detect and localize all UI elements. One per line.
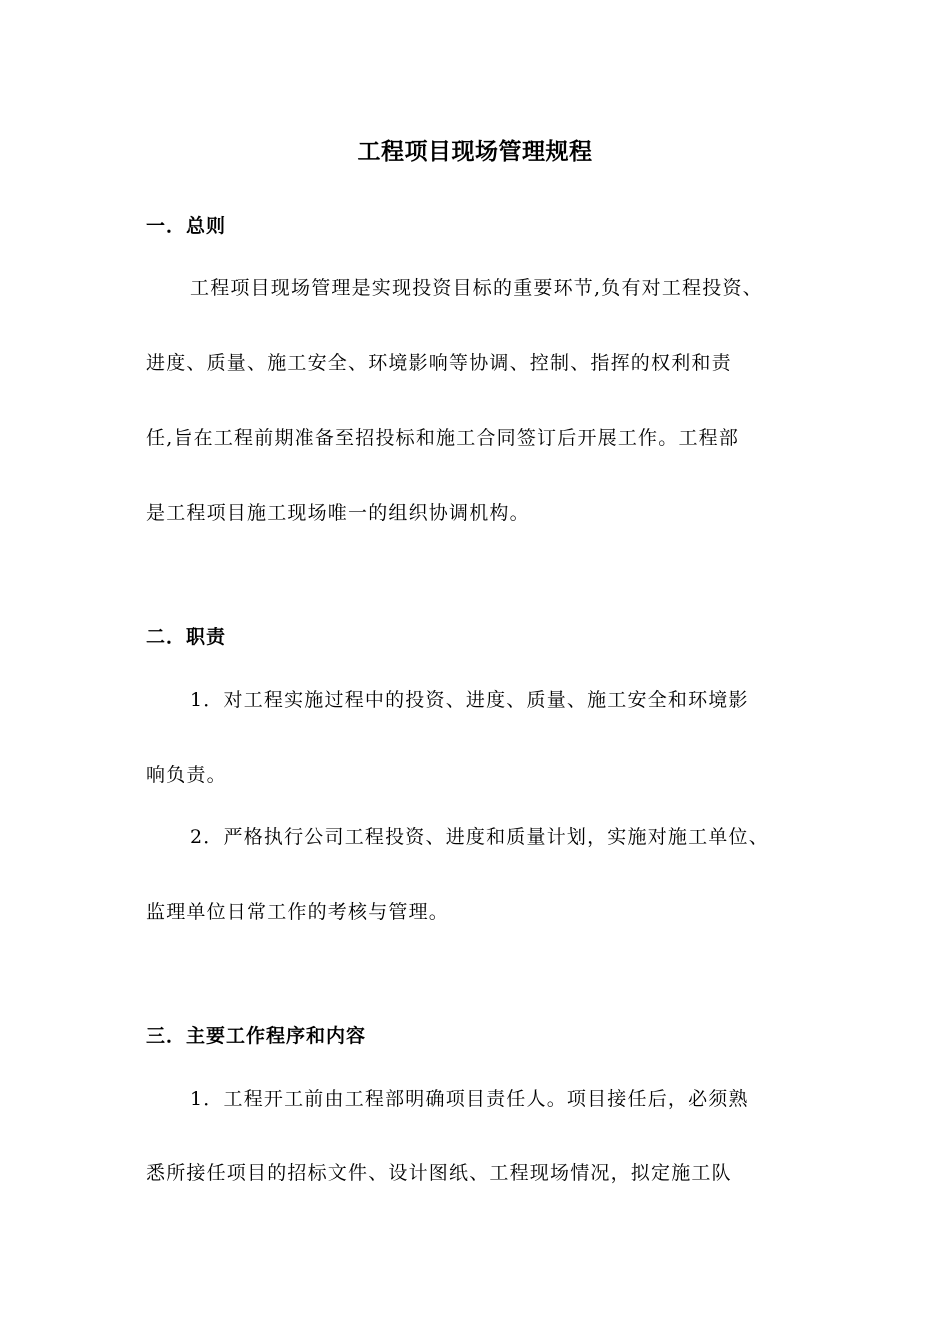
section-heading-general: 一．总则	[146, 215, 227, 237]
paragraph-line: 工程项目现场管理是实现投资目标的重要环节,负有对工程投资、	[190, 277, 763, 299]
paragraph-line: 悉所接任项目的招标文件、设计图纸、工程现场情况，拟定施工队	[146, 1162, 732, 1184]
section-heading-duties: 二．职责	[146, 626, 227, 648]
section-heading-procedures: 三．主要工作程序和内容	[146, 1025, 367, 1047]
paragraph-line: 任,旨在工程前期准备至招投标和施工合同签订后开展工作。工程部	[146, 427, 740, 449]
paragraph-line: 进度、质量、施工安全、环境影响等协调、控制、指挥的权利和责	[146, 352, 732, 374]
paragraph-line: 1．工程开工前由工程部明确项目责任人。项目接任后，必须熟	[190, 1088, 749, 1110]
document-title: 工程项目现场管理规程	[357, 138, 593, 165]
paragraph-line: 监理单位日常工作的考核与管理。	[146, 901, 450, 923]
paragraph-line: 是工程项目施工现场唯一的组织协调机构。	[146, 502, 530, 524]
paragraph-line: 1．对工程实施过程中的投资、进度、质量、施工安全和环境影	[190, 689, 749, 711]
paragraph-line: 响负责。	[146, 764, 227, 786]
paragraph-line: 2．严格执行公司工程投资、进度和质量计划，实施对施工单位、	[190, 826, 769, 848]
